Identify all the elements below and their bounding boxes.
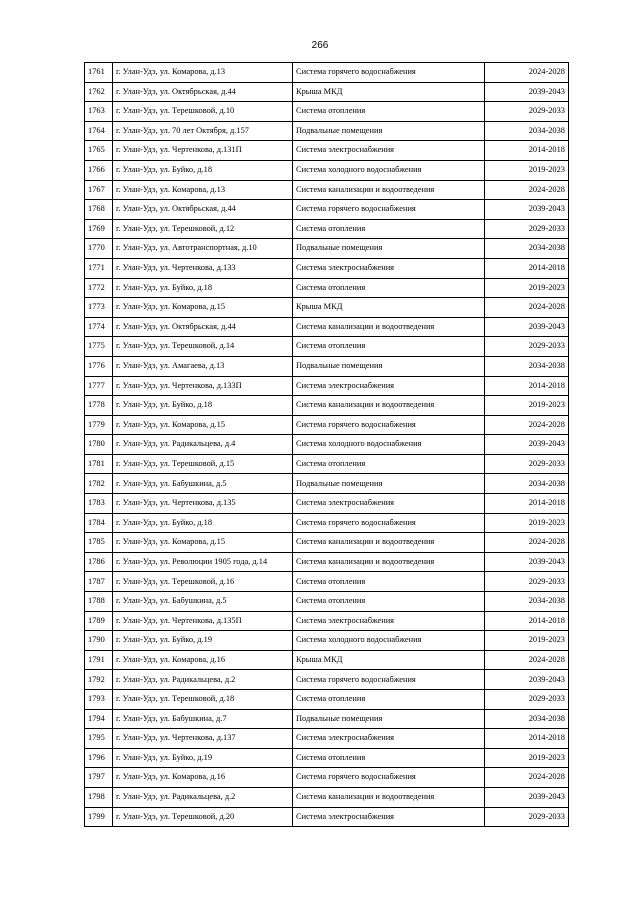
period-cell: 2034-2038 <box>485 474 569 494</box>
row-number-cell: 1793 <box>85 690 113 710</box>
row-number-cell: 1769 <box>85 219 113 239</box>
table-row <box>85 141 569 161</box>
address-cell: г. Улан-Удэ, ул. Терешковой, д.15 <box>113 454 293 474</box>
system-cell: Система электроснабжения <box>293 611 485 631</box>
address-cell: г. Улан-Удэ, ул. Революции 1905 года, д.14 <box>113 552 293 572</box>
period-cell: 2024-2028 <box>485 415 569 435</box>
address-cell: г. Улан-Удэ, ул. Терешковой, д.10 <box>113 102 293 122</box>
table-row <box>85 611 569 631</box>
row-number-cell: 1797 <box>85 768 113 788</box>
table-row <box>85 552 569 572</box>
table-row <box>85 592 569 612</box>
row-number-cell: 1796 <box>85 748 113 768</box>
address-cell: г. Улан-Удэ, ул. Буйко, д.18 <box>113 160 293 180</box>
address-cell: г. Улан-Удэ, ул. Октябрьская, д.44 <box>113 317 293 337</box>
address-cell: г. Улан-Удэ, ул. 70 лет Октября, д.157 <box>113 121 293 141</box>
address-cell: г. Улан-Удэ, ул. Чертенкова, д.133П <box>113 376 293 396</box>
address-cell: г. Улан-Удэ, ул. Автотранспортная, д.10 <box>113 239 293 259</box>
system-cell: Система канализации и водоотведения <box>293 317 485 337</box>
system-cell: Система отопления <box>293 454 485 474</box>
system-cell: Подвальные помещения <box>293 356 485 376</box>
table-row <box>85 513 569 533</box>
system-cell: Система отопления <box>293 748 485 768</box>
system-cell: Подвальные помещения <box>293 474 485 494</box>
address-cell: г. Улан-Удэ, ул. Буйко, д.18 <box>113 278 293 298</box>
row-number-cell: 1794 <box>85 709 113 729</box>
address-cell: г. Улан-Удэ, ул. Комарова, д.16 <box>113 650 293 670</box>
period-cell: 2029-2033 <box>485 572 569 592</box>
period-cell: 2024-2028 <box>485 180 569 200</box>
system-cell: Система электроснабжения <box>293 258 485 278</box>
system-cell: Система отопления <box>293 219 485 239</box>
table-row <box>85 121 569 141</box>
system-cell: Система отопления <box>293 102 485 122</box>
system-cell: Система холодного водоснабжения <box>293 160 485 180</box>
table-row <box>85 709 569 729</box>
row-number-cell: 1771 <box>85 258 113 278</box>
row-number-cell: 1764 <box>85 121 113 141</box>
address-cell: г. Улан-Удэ, ул. Октябрьская, д.44 <box>113 82 293 102</box>
table-row <box>85 376 569 396</box>
system-cell: Подвальные помещения <box>293 239 485 259</box>
table-row <box>85 160 569 180</box>
system-cell: Система холодного водоснабжения <box>293 435 485 455</box>
table-row <box>85 454 569 474</box>
row-number-cell: 1798 <box>85 787 113 807</box>
table-row <box>85 787 569 807</box>
system-cell: Система горячего водоснабжения <box>293 200 485 220</box>
period-cell: 2029-2033 <box>485 454 569 474</box>
row-number-cell: 1762 <box>85 82 113 102</box>
table-row <box>85 396 569 416</box>
system-cell: Система канализации и водоотведения <box>293 180 485 200</box>
row-number-cell: 1768 <box>85 200 113 220</box>
table-row <box>85 670 569 690</box>
address-cell: г. Улан-Удэ, ул. Буйко, д.19 <box>113 748 293 768</box>
address-cell: г. Улан-Удэ, ул. Буйко, д.19 <box>113 631 293 651</box>
period-cell: 2019-2023 <box>485 278 569 298</box>
table-row <box>85 690 569 710</box>
system-cell: Система отопления <box>293 278 485 298</box>
row-number-cell: 1787 <box>85 572 113 592</box>
row-number-cell: 1778 <box>85 396 113 416</box>
address-cell: г. Улан-Удэ, ул. Комарова, д.15 <box>113 415 293 435</box>
table-row <box>85 219 569 239</box>
table-row <box>85 650 569 670</box>
table-row <box>85 258 569 278</box>
system-cell: Система холодного водоснабжения <box>293 631 485 651</box>
period-cell: 2029-2033 <box>485 337 569 357</box>
period-cell: 2014-2018 <box>485 141 569 161</box>
period-cell: 2014-2018 <box>485 611 569 631</box>
address-cell: г. Улан-Удэ, ул. Чертенкова, д.135 <box>113 494 293 514</box>
period-cell: 2039-2043 <box>485 317 569 337</box>
period-cell: 2039-2043 <box>485 787 569 807</box>
system-cell: Подвальные помещения <box>293 709 485 729</box>
table-row <box>85 435 569 455</box>
address-cell: г. Улан-Удэ, ул. Терешковой, д.14 <box>113 337 293 357</box>
row-number-cell: 1791 <box>85 650 113 670</box>
table-row <box>85 278 569 298</box>
period-cell: 2019-2023 <box>485 631 569 651</box>
row-number-cell: 1767 <box>85 180 113 200</box>
registry-table <box>84 62 569 827</box>
table-row <box>85 63 569 83</box>
period-cell: 2039-2043 <box>485 435 569 455</box>
address-cell: г. Улан-Удэ, ул. Терешковой, д.18 <box>113 690 293 710</box>
system-cell: Система горячего водоснабжения <box>293 415 485 435</box>
period-cell: 2039-2043 <box>485 82 569 102</box>
address-cell: г. Улан-Удэ, ул. Чертенкова, д.131П <box>113 141 293 161</box>
system-cell: Система канализации и водоотведения <box>293 396 485 416</box>
period-cell: 2039-2043 <box>485 552 569 572</box>
system-cell: Крыша МКД <box>293 298 485 318</box>
table-row <box>85 572 569 592</box>
row-number-cell: 1783 <box>85 494 113 514</box>
system-cell: Система горячего водоснабжения <box>293 670 485 690</box>
table-row <box>85 474 569 494</box>
address-cell: г. Улан-Удэ, ул. Комарова, д.13 <box>113 63 293 83</box>
table-row <box>85 533 569 553</box>
period-cell: 2029-2033 <box>485 807 569 827</box>
address-cell: г. Улан-Удэ, ул. Буйко, д.18 <box>113 396 293 416</box>
system-cell: Система электроснабжения <box>293 494 485 514</box>
address-cell: г. Улан-Удэ, ул. Октябрьская, д.44 <box>113 200 293 220</box>
address-cell: г. Улан-Удэ, ул. Терешковой, д.16 <box>113 572 293 592</box>
period-cell: 2019-2023 <box>485 396 569 416</box>
row-number-cell: 1790 <box>85 631 113 651</box>
table-row <box>85 494 569 514</box>
address-cell: г. Улан-Удэ, ул. Буйко, д.18 <box>113 513 293 533</box>
row-number-cell: 1763 <box>85 102 113 122</box>
period-cell: 2019-2023 <box>485 160 569 180</box>
row-number-cell: 1772 <box>85 278 113 298</box>
period-cell: 2039-2043 <box>485 670 569 690</box>
system-cell: Подвальные помещения <box>293 121 485 141</box>
address-cell: г. Улан-Удэ, ул. Комарова, д.15 <box>113 298 293 318</box>
address-cell: г. Улан-Удэ, ул. Радикальцева, д.4 <box>113 435 293 455</box>
table-row <box>85 180 569 200</box>
table-row <box>85 807 569 827</box>
table-row <box>85 415 569 435</box>
period-cell: 2024-2028 <box>485 298 569 318</box>
row-number-cell: 1792 <box>85 670 113 690</box>
period-cell: 2014-2018 <box>485 258 569 278</box>
period-cell: 2014-2018 <box>485 376 569 396</box>
system-cell: Система канализации и водоотведения <box>293 552 485 572</box>
table-row <box>85 729 569 749</box>
system-cell: Система отопления <box>293 690 485 710</box>
row-number-cell: 1786 <box>85 552 113 572</box>
row-number-cell: 1785 <box>85 533 113 553</box>
period-cell: 2029-2033 <box>485 219 569 239</box>
row-number-cell: 1761 <box>85 63 113 83</box>
row-number-cell: 1777 <box>85 376 113 396</box>
table-row <box>85 356 569 376</box>
system-cell: Система канализации и водоотведения <box>293 787 485 807</box>
table-row <box>85 631 569 651</box>
table-row <box>85 82 569 102</box>
system-cell: Система электроснабжения <box>293 807 485 827</box>
period-cell: 2034-2038 <box>485 239 569 259</box>
period-cell: 2024-2028 <box>485 63 569 83</box>
address-cell: г. Улан-Удэ, ул. Бабушкина, д.5 <box>113 474 293 494</box>
address-cell: г. Улан-Удэ, ул. Чертенкова, д.137 <box>113 729 293 749</box>
system-cell: Система отопления <box>293 592 485 612</box>
period-cell: 2029-2033 <box>485 102 569 122</box>
registry-body <box>85 63 569 827</box>
period-cell: 2034-2038 <box>485 356 569 376</box>
row-number-cell: 1799 <box>85 807 113 827</box>
address-cell: г. Улан-Удэ, ул. Бабушкина, д.7 <box>113 709 293 729</box>
period-cell: 2014-2018 <box>485 494 569 514</box>
period-cell: 2034-2038 <box>485 592 569 612</box>
system-cell: Крыша МКД <box>293 650 485 670</box>
period-cell: 2039-2043 <box>485 200 569 220</box>
row-number-cell: 1775 <box>85 337 113 357</box>
page-number: 266 <box>311 40 329 51</box>
period-cell: 2034-2038 <box>485 121 569 141</box>
period-cell: 2014-2018 <box>485 729 569 749</box>
row-number-cell: 1773 <box>85 298 113 318</box>
table-row <box>85 768 569 788</box>
row-number-cell: 1789 <box>85 611 113 631</box>
table-row <box>85 239 569 259</box>
table-row <box>85 317 569 337</box>
address-cell: г. Улан-Удэ, ул. Амагаева, д.13 <box>113 356 293 376</box>
row-number-cell: 1782 <box>85 474 113 494</box>
row-number-cell: 1788 <box>85 592 113 612</box>
address-cell: г. Улан-Удэ, ул. Чертенкова, д.135П <box>113 611 293 631</box>
address-cell: г. Улан-Удэ, ул. Комарова, д.16 <box>113 768 293 788</box>
address-cell: г. Улан-Удэ, ул. Комарова, д.15 <box>113 533 293 553</box>
row-number-cell: 1780 <box>85 435 113 455</box>
address-cell: г. Улан-Удэ, ул. Бабушкина, д.5 <box>113 592 293 612</box>
row-number-cell: 1781 <box>85 454 113 474</box>
system-cell: Система горячего водоснабжения <box>293 768 485 788</box>
address-cell: г. Улан-Удэ, ул. Радикальцева, д.2 <box>113 670 293 690</box>
period-cell: 2029-2033 <box>485 690 569 710</box>
row-number-cell: 1795 <box>85 729 113 749</box>
period-cell: 2019-2023 <box>485 748 569 768</box>
row-number-cell: 1776 <box>85 356 113 376</box>
period-cell: 2024-2028 <box>485 533 569 553</box>
table-row <box>85 200 569 220</box>
period-cell: 2019-2023 <box>485 513 569 533</box>
row-number-cell: 1770 <box>85 239 113 259</box>
table-row <box>85 748 569 768</box>
row-number-cell: 1765 <box>85 141 113 161</box>
row-number-cell: 1779 <box>85 415 113 435</box>
system-cell: Система горячего водоснабжения <box>293 513 485 533</box>
row-number-cell: 1766 <box>85 160 113 180</box>
table-row <box>85 298 569 318</box>
table-row <box>85 102 569 122</box>
address-cell: г. Улан-Удэ, ул. Чертенкова, д.133 <box>113 258 293 278</box>
system-cell: Система отопления <box>293 572 485 592</box>
address-cell: г. Улан-Удэ, ул. Радикальцева, д.2 <box>113 787 293 807</box>
system-cell: Система отопления <box>293 337 485 357</box>
system-cell: Система горячего водоснабжения <box>293 63 485 83</box>
address-cell: г. Улан-Удэ, ул. Терешковой, д.12 <box>113 219 293 239</box>
address-cell: г. Улан-Удэ, ул. Комарова, д.13 <box>113 180 293 200</box>
system-cell: Система электроснабжения <box>293 376 485 396</box>
system-cell: Крыша МКД <box>293 82 485 102</box>
period-cell: 2024-2028 <box>485 650 569 670</box>
period-cell: 2034-2038 <box>485 709 569 729</box>
system-cell: Система электроснабжения <box>293 729 485 749</box>
period-cell: 2024-2028 <box>485 768 569 788</box>
address-cell: г. Улан-Удэ, ул. Терешковой, д.20 <box>113 807 293 827</box>
system-cell: Система канализации и водоотведения <box>293 533 485 553</box>
system-cell: Система электроснабжения <box>293 141 485 161</box>
row-number-cell: 1774 <box>85 317 113 337</box>
row-number-cell: 1784 <box>85 513 113 533</box>
table-row <box>85 337 569 357</box>
